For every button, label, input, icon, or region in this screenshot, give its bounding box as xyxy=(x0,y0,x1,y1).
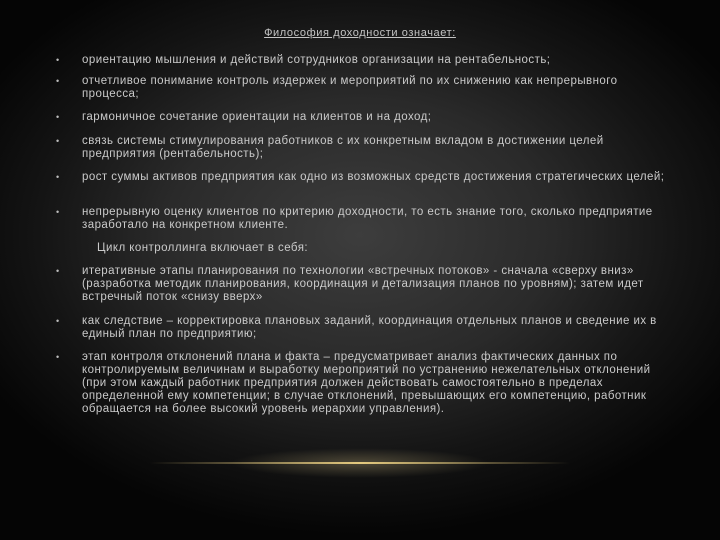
bullet-icon: • xyxy=(56,316,60,326)
list-item: рост суммы активов предприятия как одно из возможных средств достижения стратегических целей; xyxy=(82,171,665,183)
list-item: непрерывную оценку клиентов по критерию доходности, то есть знание того, сколько предприятие заработало на конкретном клиенте. xyxy=(82,206,653,231)
bullet-icon: • xyxy=(56,112,60,122)
bullet-icon: • xyxy=(56,136,60,146)
list-item: итеративные этапы планирования по технологии «встречных потоков» - сначала «сверху вниз» (разработка методик планирования, координация и детализация планов по уровням); затем идет встречный поток «снизу вверх» xyxy=(82,265,644,303)
decorative-divider-line xyxy=(150,462,570,464)
bullet-icon: • xyxy=(56,172,60,182)
bullet-icon: • xyxy=(56,207,60,217)
bullet-icon: • xyxy=(56,352,60,362)
section-heading: Цикл контроллинга включает в себя: xyxy=(97,242,309,254)
list-item: ориентацию мышления и действий сотрудников организации на рентабельность; xyxy=(82,54,551,66)
list-item: отчетливое понимание контроль издержек и мероприятий по их снижению как непрерывного процесса; xyxy=(82,75,618,100)
bullet-icon: • xyxy=(56,55,60,65)
bullet-icon: • xyxy=(56,266,60,276)
bullet-icon: • xyxy=(56,76,60,86)
slide-title: Философия доходности означает: xyxy=(264,27,456,39)
list-item: как следствие – корректировка плановых заданий, координация отдельных планов и сведение их в единый план по предприятию; xyxy=(82,315,657,340)
list-item: связь системы стимулирования работников с их конкретным вкладом в достижении целей предприятия (рентабельность); xyxy=(82,135,604,160)
list-item: гармоничное сочетание ориентации на клиентов и на доход; xyxy=(82,111,432,123)
list-item: этап контроля отклонений плана и факта – предусматривает анализ фактических данных по контролируемым величинам и выработку мероприятий по устранению нежелательных отклонений (при этом каждый работник предприятия должен действовать самостоятельно в пределах определенной ему компетенции; в случае отклонений, превышающих его компетенцию, работник обращается на более высокий уровень иерархии управления). xyxy=(82,351,651,415)
